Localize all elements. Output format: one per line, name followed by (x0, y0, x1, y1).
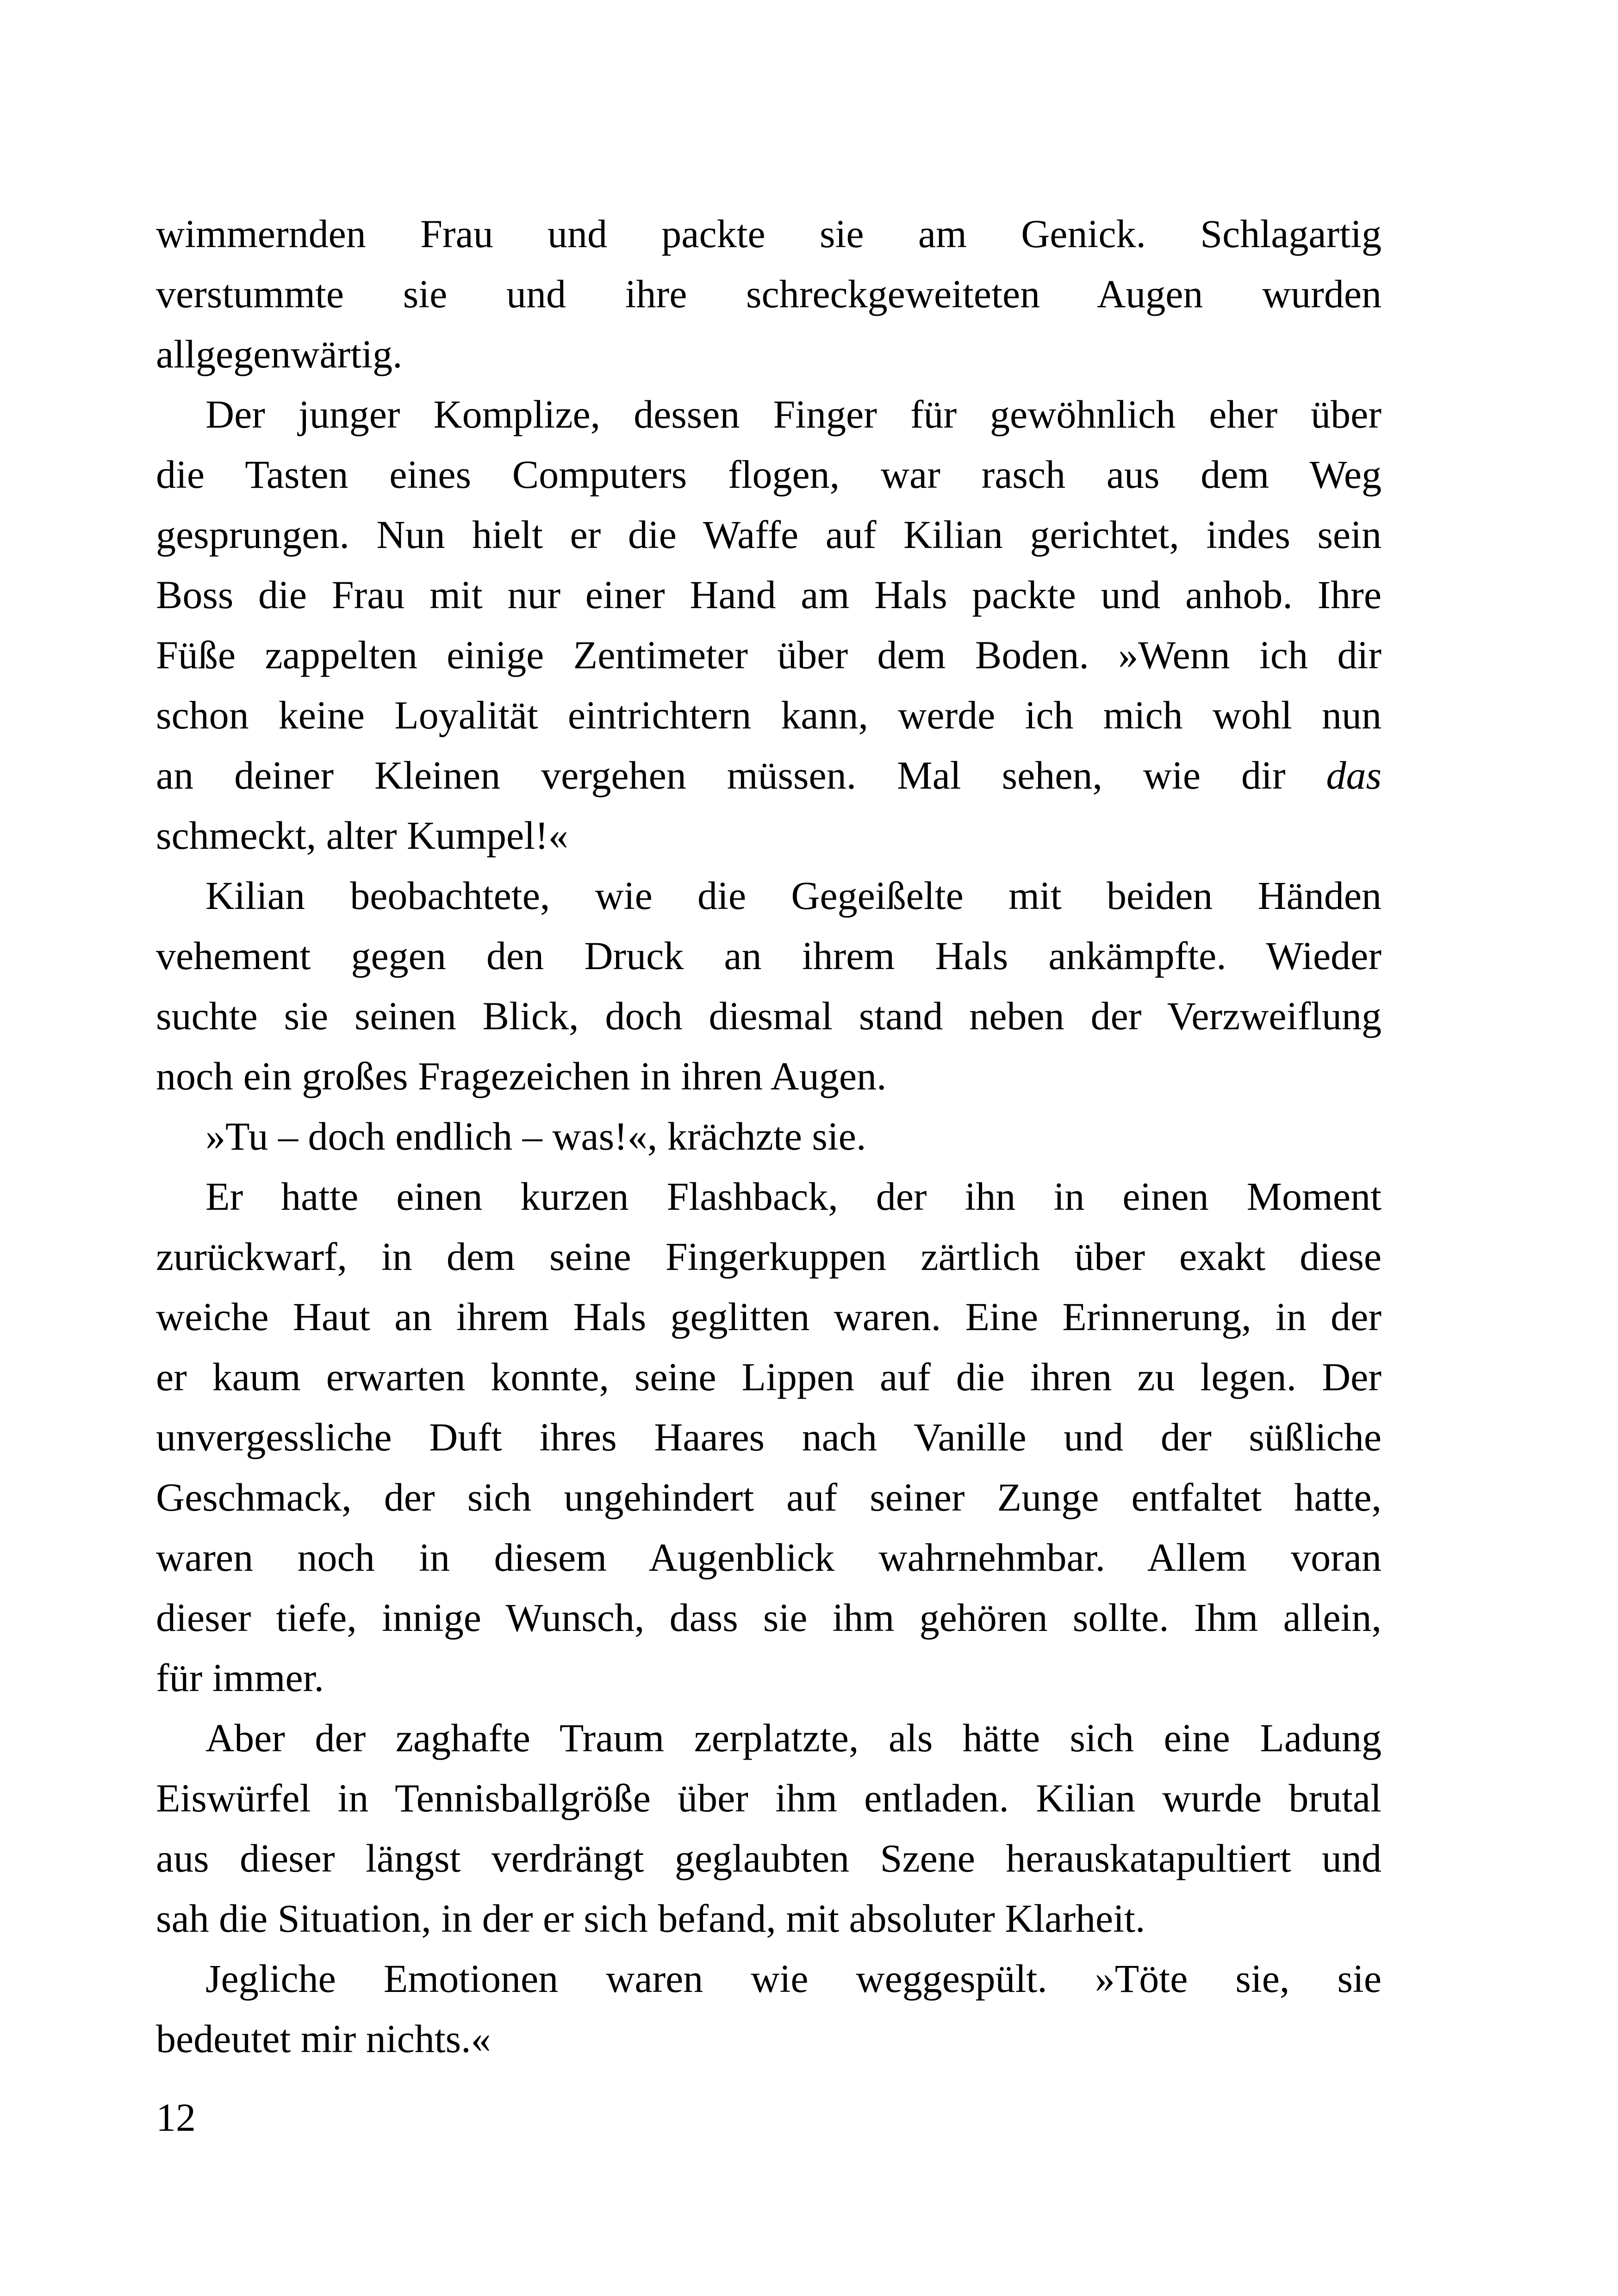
text-segment: Er hatte einen kurzen Flashback, der ihn in einen Moment (205, 1174, 1382, 1219)
italic-text-segment: das (1326, 753, 1382, 797)
text-segment: sah die Situation, in der er sich befand, mit absoluter Klarheit. (156, 1896, 1145, 1941)
text-segment: wimmernden Frau und packte sie am Genick. Schlagartig (156, 212, 1382, 256)
text-line (156, 1587, 1382, 1648)
text-segment: Boss die Frau mit nur einer Hand am Hals packte und anhob. Ihre (156, 572, 1382, 617)
text-line (156, 926, 1382, 986)
text-segment: Aber der zaghafte Traum zerplatzte, als hätte sich eine Ladung (205, 1716, 1382, 1760)
text-segment: dieser tiefe, innige Wunsch, dass sie ihm gehören sollte. Ihm allein, (156, 1595, 1382, 1640)
text-segment: die Tasten eines Computers flogen, war rasch aus dem Weg (156, 452, 1382, 497)
text-block (156, 204, 1382, 2069)
text-line (156, 1708, 1382, 1768)
text-line (156, 805, 1382, 865)
text-line (156, 1287, 1382, 1347)
text-segment: verstummte sie und ihre schreckgeweiteten Augen wurden (156, 272, 1382, 316)
text-line (156, 1347, 1382, 1407)
text-line (156, 1888, 1382, 1948)
text-segment: Füße zappelten einige Zentimeter über dem Boden. »Wenn ich dir (156, 633, 1382, 677)
text-segment: schon keine Loyalität eintrichtern kann, werde ich mich wohl nun (156, 693, 1382, 737)
text-segment: suchte sie seinen Blick, doch diesmal stand neben der Verzweiflung (156, 994, 1382, 1038)
text-line (156, 1527, 1382, 1587)
text-line (156, 1467, 1382, 1527)
text-segment: vehement gegen den Druck an ihrem Hals ankämpfte. Wieder (156, 933, 1382, 978)
text-segment: allgegenwärtig. (156, 332, 403, 376)
text-line (156, 1828, 1382, 1888)
text-line (156, 1768, 1382, 1828)
text-line (156, 444, 1382, 504)
text-line (156, 1648, 1382, 1708)
text-segment: zurückwarf, in dem seine Fingerkuppen zärtlich über exakt diese (156, 1234, 1382, 1279)
text-segment: schmeckt, alter Kumpel!« (156, 813, 568, 858)
text-segment: unvergessliche Duft ihres Haares nach Vanille und der süßliche (156, 1415, 1382, 1459)
text-line (156, 986, 1382, 1046)
text-segment: »Tu – doch endlich – was!«, krächzte sie. (205, 1114, 866, 1158)
text-line (156, 1226, 1382, 1287)
text-segment: an deiner Kleinen vergehen müssen. Mal sehen, wie dir (156, 753, 1326, 797)
text-line (156, 1106, 1382, 1166)
text-line (156, 685, 1382, 745)
text-segment: weiche Haut an ihrem Hals geglitten waren. Eine Erinnerung, in der (156, 1294, 1382, 1339)
text-segment: Kilian beobachtete, wie die Gegeißelte mit beiden Händen (205, 873, 1382, 918)
text-line (156, 745, 1382, 805)
text-segment: für immer. (156, 1655, 324, 1700)
text-segment: gesprungen. Nun hielt er die Waffe auf Kilian gerichtet, indes sein (156, 512, 1382, 557)
text-segment: waren noch in diesem Augenblick wahrnehmbar. Allem voran (156, 1535, 1382, 1580)
text-line (156, 504, 1382, 565)
text-line (156, 324, 1382, 384)
text-segment: Eiswürfel in Tennisballgröße über ihm entladen. Kilian wurde brutal (156, 1776, 1382, 1820)
text-segment: er kaum erwarten konnte, seine Lippen auf die ihren zu legen. Der (156, 1355, 1382, 1399)
text-line (156, 865, 1382, 926)
text-segment: Geschmack, der sich ungehindert auf seiner Zunge entfaltet hatte, (156, 1475, 1382, 1519)
text-line (156, 1948, 1382, 2009)
text-line (156, 2009, 1382, 2069)
text-line (156, 1407, 1382, 1467)
page-number: 12 (156, 2095, 196, 2140)
text-line (156, 204, 1382, 264)
text-line (156, 625, 1382, 685)
text-line (156, 1046, 1382, 1106)
text-segment: Jegliche Emotionen waren wie weggespült. »Töte sie, sie (205, 1956, 1382, 2001)
text-line (156, 264, 1382, 324)
text-segment: Der junger Komplize, dessen Finger für gewöhnlich eher über (205, 392, 1382, 436)
text-segment: aus dieser längst verdrängt geglaubten Szene herauskatapultiert und (156, 1836, 1382, 1880)
text-line (156, 565, 1382, 625)
text-line (156, 384, 1382, 444)
text-segment: bedeutet mir nichts.« (156, 2016, 491, 2061)
text-segment: noch ein großes Fragezeichen in ihren Augen. (156, 1054, 887, 1098)
text-line (156, 1166, 1382, 1226)
